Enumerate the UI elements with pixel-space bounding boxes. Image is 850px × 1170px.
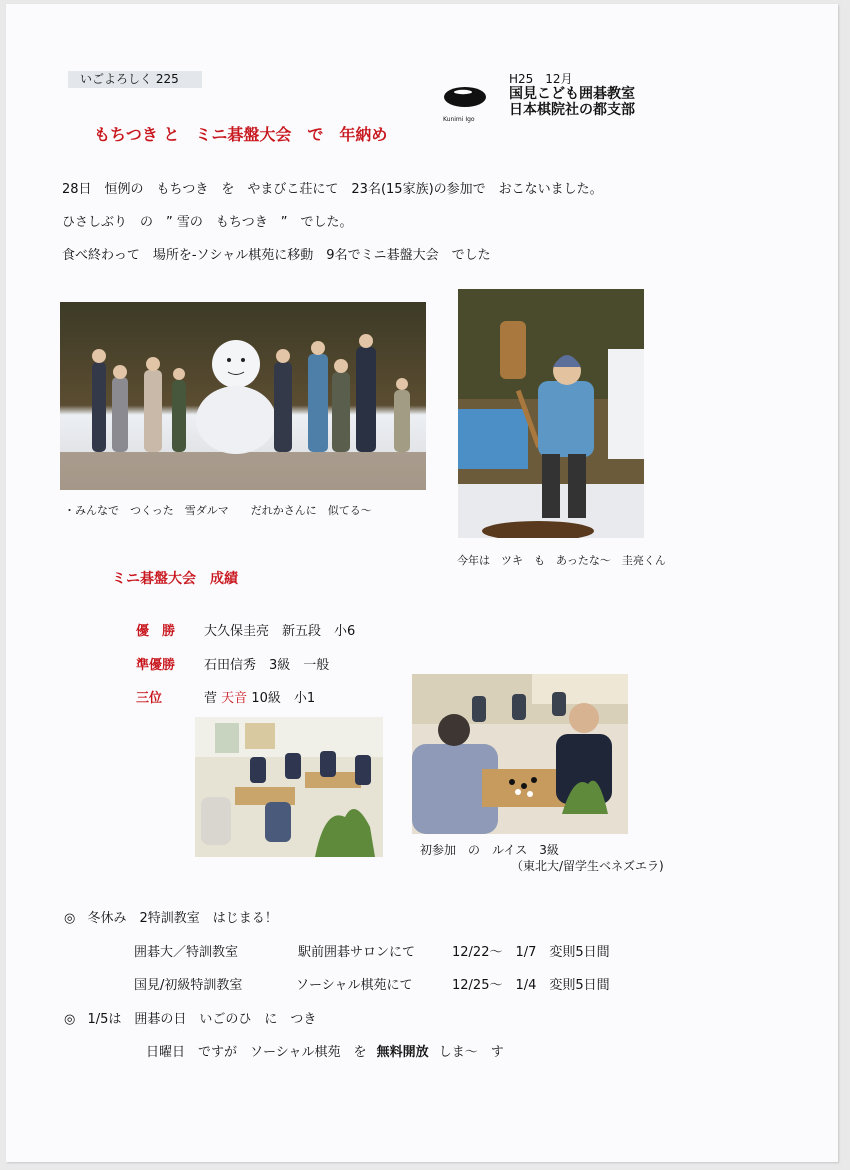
winner-third-detail: 10級 小1 (251, 691, 316, 706)
winner-third-surname: 菅 (204, 691, 218, 706)
free-open-label: 無料開放 (376, 1045, 429, 1060)
mochi-caption: 今年は ツキ も あったな～ 圭亮くん (457, 554, 666, 567)
kunimi-igo-logo (443, 86, 487, 116)
class2-place: ソーシャル棋苑にて (296, 978, 413, 993)
classroom-photo (195, 717, 383, 857)
rank-first: 優 勝 (136, 624, 176, 639)
org-name-1: 国見こども囲碁教室 (509, 86, 635, 102)
issue-date: H25 12月 (509, 72, 573, 86)
page-title: もちつき と ミニ碁盤大会 で 年納め (94, 125, 388, 144)
winner-first: 大久保圭亮 新五段 小6 (204, 624, 356, 639)
intro-line-1: 28日 恒例の もちつき を やまびこ荘にて 23名(15家族)の参加で おこないました。 (62, 182, 603, 197)
rank-third: 三位 (136, 691, 163, 706)
winner-second: 石田信秀 3級 一般 (204, 658, 330, 673)
series-label: いごよろしく 225 (68, 71, 202, 88)
winter-notice (64, 907, 278, 926)
class2-name: 国見/初級特訓教室 (134, 978, 243, 993)
org-name-2: 日本棋院社の都支部 (509, 102, 635, 118)
intro-line-3: 食べ終わって 場所を-ソシャル棋苑に移動 9名でミニ碁盤大会 でした (62, 248, 491, 263)
snowman-photo (60, 302, 426, 490)
snowman-caption: ・みんなで つくった 雪ダルマ だれかさんに 似てる～ (64, 504, 372, 517)
sunday-text-c: しま～ す (438, 1045, 504, 1060)
newsletter-page (6, 4, 838, 1162)
mochi-photo (458, 289, 644, 538)
louis-caption-2: （東北大/留学生ベネズエラ) (511, 859, 664, 873)
sunday-notice (146, 1041, 504, 1060)
sunday-text-a: 日曜日 ですが ソーシャル棋苑 を (146, 1045, 367, 1060)
rank-second: 準優勝 (136, 658, 176, 673)
winner-third-given-name: 天音 (221, 691, 248, 706)
igo-day-notice (64, 1008, 316, 1027)
results-heading: ミニ碁盤大会 成績 (112, 571, 238, 587)
logo-text: Kunimi Igo (443, 116, 475, 123)
louis-caption-1: 初参加 の ルイス 3級 (420, 843, 559, 857)
winner-third (204, 687, 315, 706)
igo-day-text: 1/5は 囲碁の日 いごのひ に つき (87, 1012, 317, 1027)
louis-photo (412, 674, 628, 834)
class1-place: 駅前囲碁サロンにて (298, 945, 416, 960)
bullet-icon: ◎ (64, 1012, 76, 1027)
class2-dates: 12/25～ 1/4 変則5日間 (452, 978, 610, 993)
intro-line-2: ひさしぶり の ” 雪の もちつき ” でした。 (62, 215, 353, 230)
winter-notice-text: 冬休み 2特訓教室 はじまる！ (87, 911, 278, 926)
bullet-icon: ◎ (64, 911, 76, 926)
class1-name: 囲碁大／特訓教室 (134, 945, 239, 960)
class1-dates: 12/22～ 1/7 変則5日間 (452, 945, 610, 960)
